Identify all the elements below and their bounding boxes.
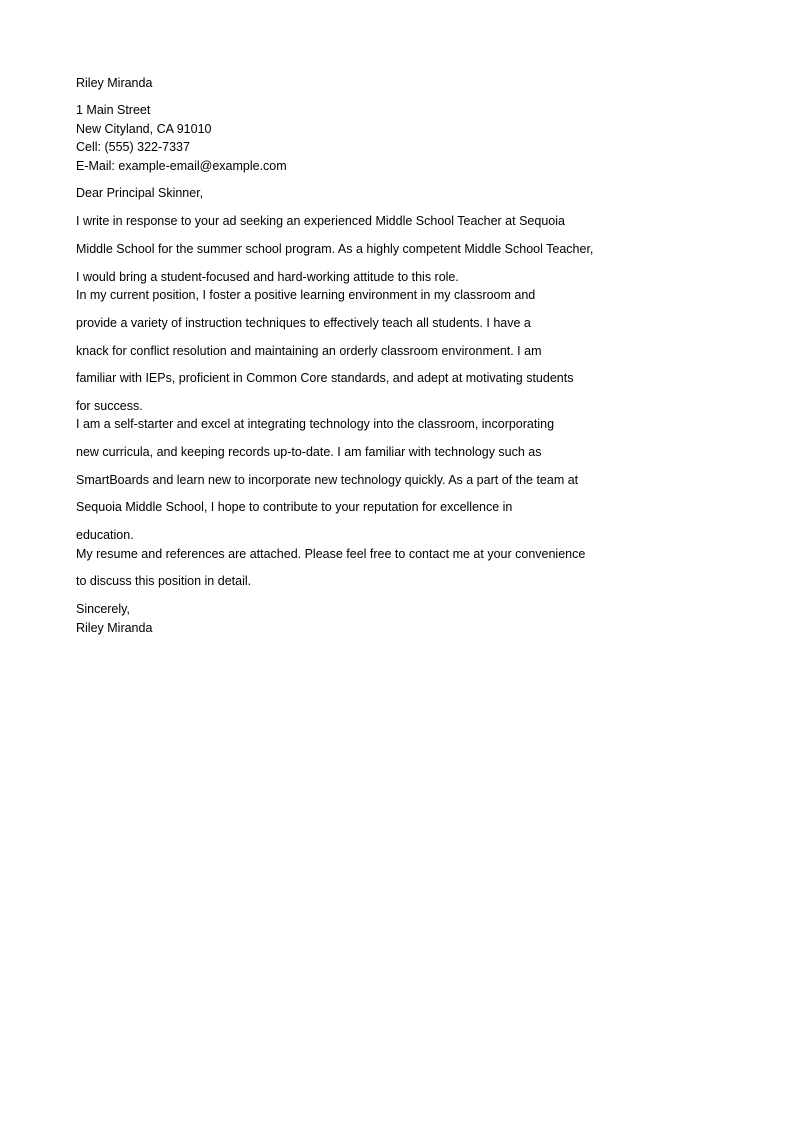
paragraph3-line: I am a self-starter and excel at integrating technology into the classroom, incorporating [76, 417, 555, 431]
paragraph2-line: familiar with IEPs, proficient in Common Core standards, and adept at motivating students [76, 371, 574, 385]
sender-name: Riley Miranda [76, 76, 153, 90]
sender-cell: Cell: (555) 322-7337 [76, 140, 190, 154]
valediction: Sincerely, [76, 602, 130, 616]
paragraph1-line: Middle School for the summer school program. As a highly competent Middle School Teacher, [76, 242, 594, 256]
paragraph3-line: SmartBoards and learn new to incorporate new technology quickly. As a part of the team at [76, 473, 579, 487]
sender-email: E-Mail: example-email@example.com [76, 159, 287, 173]
paragraph4-line: to discuss this position in detail. [76, 574, 252, 588]
paragraph2-line: provide a variety of instruction techniques to effectively teach all students. I have a [76, 316, 531, 330]
greeting: Dear Principal Skinner, [76, 186, 204, 200]
paragraph2-line: for success. [76, 399, 143, 413]
sender-street: 1 Main Street [76, 103, 151, 117]
paragraph4-line: My resume and references are attached. Please feel free to contact me at your convenience [76, 547, 586, 561]
sender-city: New Cityland, CA 91010 [76, 122, 212, 136]
signature-name: Riley Miranda [76, 621, 153, 635]
paragraph3-line: education. [76, 528, 134, 542]
paragraph3-line: Sequoia Middle School, I hope to contribute to your reputation for excellence in [76, 500, 513, 514]
paragraph1-line: I would bring a student-focused and hard-working attitude to this role. [76, 270, 459, 284]
paragraph1-line: I write in response to your ad seeking an experienced Middle School Teacher at Sequoia [76, 214, 565, 228]
paragraph3-line: new curricula, and keeping records up-to-date. I am familiar with technology such as [76, 445, 542, 459]
paragraph2-line: In my current position, I foster a positive learning environment in my classroom and [76, 288, 536, 302]
paragraph2-line: knack for conflict resolution and maintaining an orderly classroom environment. I am [76, 344, 542, 358]
